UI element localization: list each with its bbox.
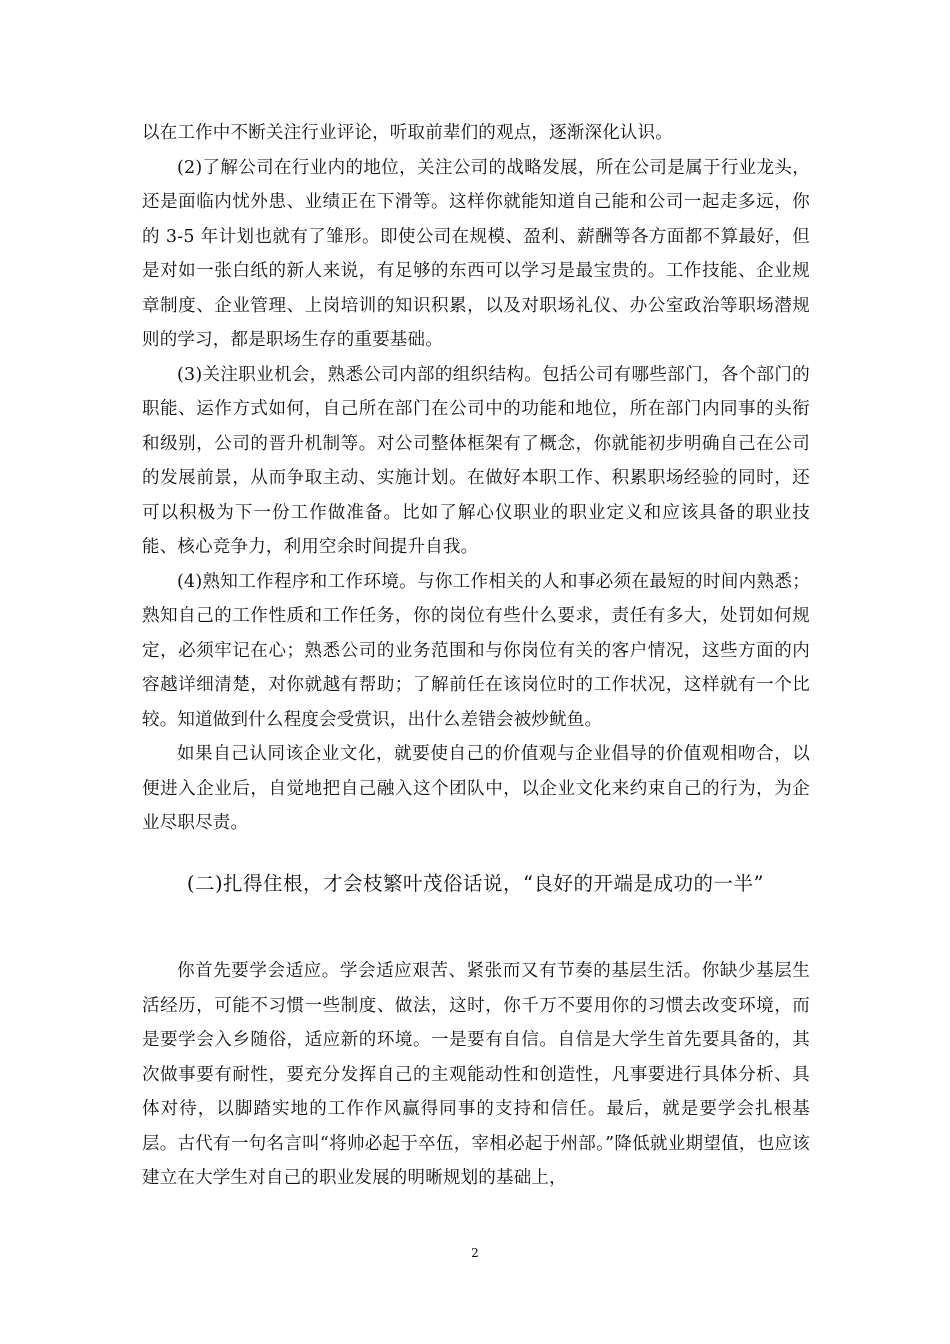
- page-number: 2: [471, 1246, 479, 1260]
- paragraph-corporate-culture: 如果自己认同该企业文化，就要使自己的价值观与企业倡导的价值观相吻合，以便进入企业后，自觉地把自己融入这个团队中，以企业文化来约束自己的行为，为企业尽职尽责。: [142, 744, 810, 833]
- paragraph-item-2: (2)了解公司在行业内的地位，关注公司的战略发展，所在公司是属于行业龙头，还是面临内忧外患、业绩正在下滑等。这样你就能知道自己能和公司一起走多远，你的 3-5 年计划也就有了雏形。即使公司在规模、盈利、薪酬等各方面都不算最好，但是对如一张白纸的新人来说，有足够的东西可以学习是最宝贵的。工作技能、企业规章制度、企业管理、上岗培训的知识积累，以及对职场礼仪、办公室政治等职场潜规则的学习，都是职场生存的重要基础。: [142, 157, 810, 350]
- paragraph-item-4: (4)熟知工作程序和工作环境。与你工作相关的人和事必须在最短的时间内熟悉；熟知自己的工作性质和工作任务，你的岗位有些什么要求，责任有多大，处罚如何规定，必须牢记在心；熟悉公司的业务范围和与你岗位有关的客户情况，这些方面的内容越详细清楚，对你就越有帮助；了解前任在该岗位时的工作状况，这样就有一个比较。知道做到什么程度会受赏识，出什么差错会被炒鱿鱼。: [142, 571, 810, 730]
- paragraph-item-3: (3)关注职业机会，熟悉公司内部的组织结构。包括公司有哪些部门，各个部门的职能、运作方式如何，自己所在部门在公司中的功能和地位，所在部门内同事的头衔和级别，公司的晋升机制等。对公司整体框架有了概念，你就能初步明确自己在公司的发展前景，从而争取主动、实施计划。在做好本职工作、积累职场经验的同时，还可以积极为下一份工作做准备。比如了解心仪职业的职业定义和应该具备的职业技能、核心竞争力，利用空余时间提升自我。: [142, 364, 810, 557]
- section-heading-text: (二)扎得住根，才会枝繁叶茂俗话说，“良好的开端是成功的一半”: [186, 872, 764, 895]
- body-text-lower: [142, 954, 810, 1196]
- paragraph-continuation: 以在工作中不断关注行业评论，听取前辈们的观点，逐渐深化认识。: [142, 123, 673, 143]
- paragraph-adapt: 你首先要学会适应。学会适应艰苦、紧张而又有节奏的基层生活。你缺少基层生活经历，可能不习惯一些制度、做法，这时，你千万不要用你的习惯去改变环境，而是要学会入乡随俗，适应新的环境。一是要有自信。自信是大学生首先要具备的，其次做事要有耐性，要充分发挥自己的主观能动性和创造性，凡事要进行具体分析、具体对待，以脚踏实地的工作作风赢得同事的支持和信任。最后，就是要学会扎根基层。古代有一句名言叫“将帅必起于卒伍，宰相必起于州部。”降低就业期望值，也应该建立在大学生对自己的职业发展的明晰规划的基础上，: [142, 961, 810, 1188]
- body-text-upper: [142, 116, 810, 841]
- section-heading: [142, 856, 810, 911]
